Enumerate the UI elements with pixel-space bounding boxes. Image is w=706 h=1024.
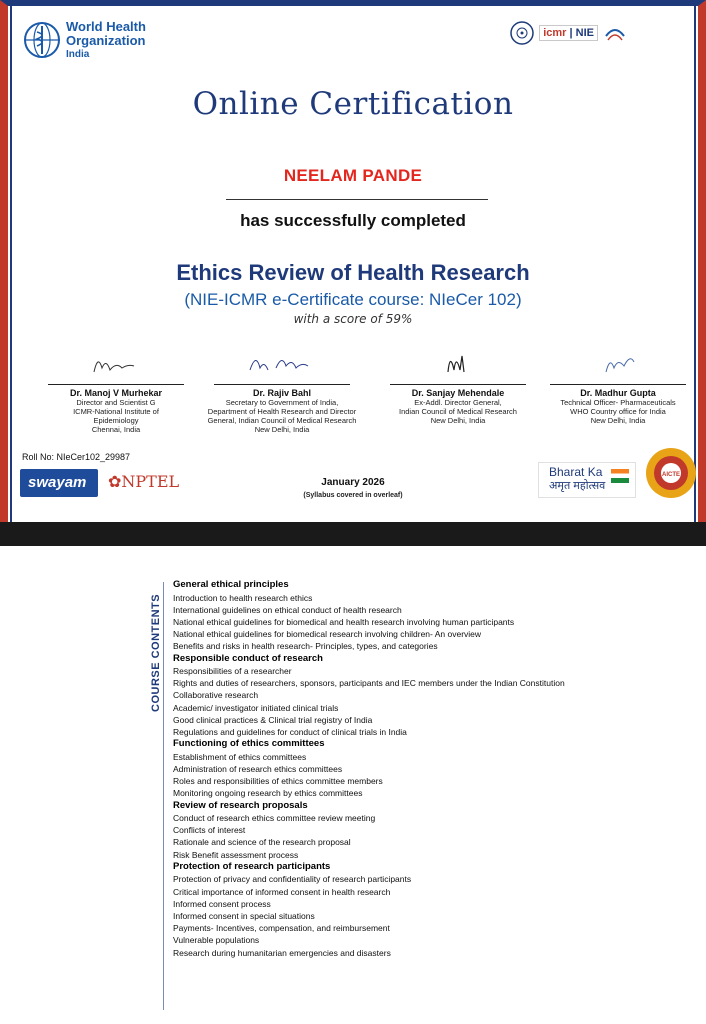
- signature-icon: [76, 344, 156, 382]
- signatory: [36, 344, 196, 434]
- nptel-logo: ✿NPTEL: [108, 472, 180, 491]
- section-heading: Functioning of ethics committees: [173, 738, 325, 750]
- who-line3: India: [66, 49, 90, 60]
- recipient-name: NEELAM PANDE: [283, 166, 423, 185]
- section-item: Rationale and science of the research proposal: [173, 837, 351, 848]
- bharat-line1: Bharat Ka: [549, 465, 603, 479]
- section-heading: Responsible conduct of research: [173, 652, 323, 664]
- course-section: [173, 861, 693, 959]
- section-item: Protection of privacy and confidentiality of research participants: [173, 874, 412, 885]
- national-emblem-icon: [509, 20, 535, 46]
- aicte-logo-icon: [644, 446, 698, 500]
- who-emblem-icon: [22, 20, 62, 60]
- section-item: Academic/ investigator initiated clinical trials: [173, 702, 339, 713]
- course-contents-list: [173, 579, 693, 959]
- section-item: Administration of research ethics committees: [173, 763, 343, 774]
- signature-line: [390, 384, 526, 385]
- course-title: Ethics Review of Health Research: [176, 260, 530, 285]
- signatory: [538, 344, 698, 425]
- course-section: [173, 579, 693, 653]
- indian-flag-icon: [611, 469, 629, 483]
- nie-label: NIE: [575, 27, 594, 39]
- roll-number: Roll No: NIeCer102_29987: [22, 452, 131, 462]
- section-item: International guidelines on ethical conduct of health research: [173, 604, 402, 615]
- who-line1: World Health: [66, 19, 146, 34]
- section-item: Benefits and risks in health research- Principles, types, and categories: [173, 641, 438, 652]
- syllabus-note: (Syllabus covered in overleaf): [303, 492, 403, 499]
- course-section: [173, 653, 693, 739]
- signature-icon: [578, 344, 658, 382]
- nie-anniversary-icon: [602, 20, 628, 46]
- section-item: Regulations and guidelines for conduct of clinical trials in India: [173, 727, 407, 738]
- signatory: [202, 344, 362, 434]
- score-text: with a score of 59%: [293, 312, 413, 326]
- name-underline: [226, 199, 488, 200]
- section-item: Informed consent process: [173, 898, 271, 909]
- icmr-label: icmr: [543, 27, 567, 39]
- section-item: Payments- Incentives, compensation, and reimbursement: [173, 923, 390, 934]
- section-item: Conflicts of interest: [173, 825, 246, 836]
- section-item: Informed consent in special situations: [173, 910, 315, 921]
- course-section: [173, 800, 693, 861]
- completion-text: has successfully completed: [240, 211, 466, 230]
- bharat-line2: अमृत महोत्सव: [549, 480, 606, 492]
- section-heading: Protection of research participants: [173, 860, 331, 872]
- section-item: Research during humanitarian emergencies and disasters: [173, 947, 391, 958]
- signature-line: [214, 384, 350, 385]
- course-contents-page: [0, 546, 706, 1024]
- swayam-label: swayam: [28, 474, 87, 491]
- section-item: Conduct of research ethics committee review meeting: [173, 813, 376, 824]
- section-item: Introduction to health research ethics: [173, 592, 313, 603]
- course-contents-label: COURSE CONTENTS: [150, 593, 162, 712]
- azadi-ka-amrit-mahotsav-logo: [538, 462, 636, 498]
- certificate-title: Online Certification: [192, 86, 514, 122]
- certificate-date: January 2026: [321, 477, 385, 488]
- nptel-label: NPTEL: [121, 472, 180, 491]
- signature-icon: [418, 344, 498, 382]
- signature-icon: [242, 344, 322, 382]
- who-line2: Organization: [66, 33, 146, 48]
- section-heading: General ethical principles: [173, 579, 289, 590]
- signatory-role: Ex-Addl. Director General, Indian Council of Medical Research New Delhi, India: [399, 398, 517, 425]
- signatory-role: Technical Officer- Pharmaceuticals WHO Country office for India New Delhi, India: [560, 398, 676, 425]
- signatory-name: Dr. Sanjay Mehendale: [411, 388, 505, 398]
- signatory-name: Dr. Rajiv Bahl: [252, 388, 312, 398]
- section-item: Good clinical practices & Clinical trial registry of India: [173, 714, 373, 725]
- section-item: National ethical guidelines for biomedical research involving children- An overview: [173, 629, 482, 640]
- aicte-label: AICTE: [662, 472, 680, 478]
- section-item: National ethical guidelines for biomedical and health research involving human participants: [173, 616, 515, 627]
- icmr-nie-badge: icmr | NIE: [539, 25, 598, 41]
- signatory-name: Dr. Manoj V Murhekar: [69, 388, 163, 398]
- section-item: Monitoring ongoing research by ethics committees: [173, 788, 363, 799]
- section-item: Establishment of ethics committees: [173, 751, 307, 762]
- section-heading: Review of research proposals: [173, 799, 308, 811]
- signatory: [378, 344, 538, 425]
- page-separator: [0, 522, 706, 546]
- section-item: Risk Benefit assessment process: [173, 849, 299, 860]
- icmr-nie-logos: [509, 20, 628, 46]
- signature-line: [48, 384, 184, 385]
- signatories: [36, 344, 698, 454]
- vertical-divider: [163, 582, 164, 1010]
- who-logo: [22, 20, 146, 62]
- signatory-name: Dr. Madhur Gupta: [580, 388, 656, 398]
- section-item: Rights and duties of researchers, sponsors, participants and IEC members under the Indian Constitution: [173, 678, 565, 689]
- section-item: Vulnerable populations: [173, 935, 260, 946]
- signature-line: [550, 384, 686, 385]
- signatory-role: Director and Scientist G ICMR-National Institute of Epidemiology Chennai, India: [73, 398, 159, 434]
- section-item: Critical importance of informed consent in health research: [173, 886, 391, 897]
- course-section: [173, 738, 693, 799]
- signatory-role: Secretary to Government of India, Department of Health Research and Director General, Indian Council of Medical Research New Delhi, India: [207, 398, 357, 434]
- course-code: (NIE-ICMR e-Certificate course: NIeCer 102): [184, 290, 522, 309]
- section-item: Roles and responsibilities of ethics committee members: [173, 776, 383, 787]
- section-item: Responsibilities of a researcher: [173, 666, 292, 677]
- section-item: Collaborative research: [173, 690, 259, 701]
